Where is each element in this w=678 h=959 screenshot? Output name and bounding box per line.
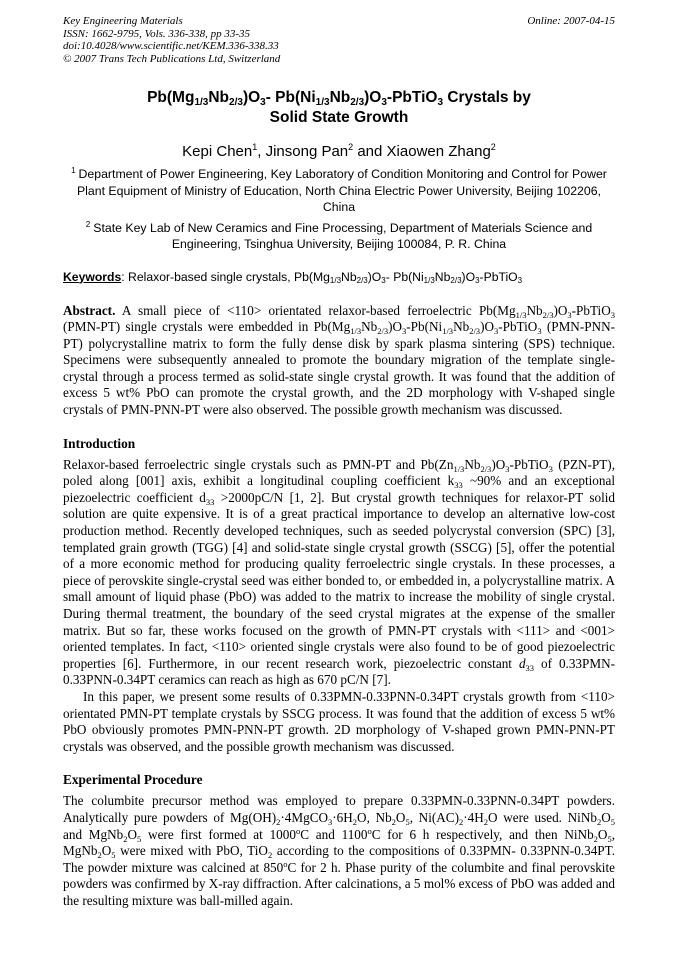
online-date: Online: 2007-04-15 bbox=[527, 15, 615, 27]
author-name: Xiaowen Zhang bbox=[386, 143, 491, 160]
paper-title bbox=[63, 88, 615, 128]
author-list: Kepi Chen$^1$, Jinsong Pan$^2$ and Xiaowen Zhang$^2$ bbox=[182, 142, 496, 160]
introduction-heading: Introduction bbox=[63, 435, 136, 451]
title-line-1: $Pb(Mg_{1/3}Nb_{2/3})O_3-$ $Pb(Ni_{1/3}Nb_{2/3})O_3-PbTiO_3$ Crystals by bbox=[147, 89, 531, 108]
affiliation-text: State Key Lab of New Ceramics and Fine Processing, Department of Materials Science and Engineering, Tsinghua University, Beijing 100084, P. R. China bbox=[93, 220, 593, 251]
title-line-2: Solid State Growth bbox=[269, 109, 409, 126]
paper-page bbox=[63, 15, 615, 910]
affiliation-2 bbox=[63, 220, 615, 253]
author-affil-mark: 1 bbox=[252, 142, 258, 152]
copyright-line: © 2007 Trans Tech Publications Ltd, Switzerland bbox=[63, 52, 281, 65]
keyword-item: Relaxor-based single crystals, bbox=[128, 269, 291, 284]
introduction-paragraph-1: Relaxor-based ferroelectric single crystals such as PMN-PT and $Pb(Zn_{1/3}Nb_{2/3})O_3-PbTiO_3$ (PZN-PT), poled along [001] axis, exhibit a longitudinal coupling coefficient $k_{33}$ ~90% and an exceptional piezoelectric coefficient $d_{33} >2000pC/N$ [1, 2]. But crystal growth techniques for relaxor-PT solid solution are quite expensive. It is of a great practical importance to develop an alternative low-cost production method. Recently developed techniques, such as seeded polycrystal conversion (SPC) [3], templated grain growth (TGG) [4] and solid-state single crystal growth (SSCG) [5], offer the potential of a more economic method for producing quality ferroelectric single crystals. In these processes, a piece of perovskite single-crystal seed was either bonded to, or embedded in, a polycrystalline matrix. A small amount of liquid phase (PbO) was added to the matrix to increase the mobility of single crystal. During thermal treatment, the boundary of the seed crystal migrates at the expense of the smaller matrix. But so far, these works focused on the growth of PMN-PT crystals with <111> and <001> oriented templates. In fact, <110> oriented single crystals were also found to be of good piezoelectric properties [6]. Furthermore, in our recent research work, piezoelectric constant $d_{33}$ of 0.33PMN-0.33PNN-0.34PT ceramics can reach as high as 670 pC/N [7]. bbox=[63, 456, 616, 688]
doi-line: doi:10.4028/www.scientific.net/KEM.336-338.33 bbox=[63, 40, 279, 52]
author-name: Jinsong Pan bbox=[265, 143, 349, 160]
abstract: Abstract. A small piece of <110> orientated relaxor-based ferroelectric $Pb(Mg_{1/3}Nb_{2/3})O_3-PbTiO_3$ (PMN-PT) single crystals were embedded in $Pb(Mg_{1/3}Nb_{2/3})O_3-Pb(Ni_{1/3}Nb_{2/3})O_3-PbTiO_3$ (PMN-PNN-PT) polycrystalline matrix to form the fully dense disk by spark plasma sintering (SPS) technique. Specimens were subsequently annealed to promote the boundary migration of the template single-crystal through a process termed as solid-state single crystal growth. It was found that the addition of excess 5 wt% PbO can promote the crystal growth, and the 2D morphology with V-shaped single crystals of PMN-PNN-PT were also observed. The possible growth mechanism was discussed. bbox=[63, 302, 615, 418]
author-affil-mark: 2 bbox=[348, 142, 354, 152]
experimental-heading: Experimental Procedure bbox=[63, 772, 203, 788]
introduction-paragraph-2: In this paper, we present some results of 0.33PMN-0.33PNN-0.34PT crystals growth from <110> orientated PMN-PT template crystals by SSCG process. It was found that the addition of excess 5 wt% PbO obviously promotes PMN-PNN-PT growth. 2D morphology of V-shaped grown PMN-PNN-PT crystals was observed, and the possible growth mechanism was discussed. bbox=[63, 688, 615, 754]
affiliation-number: 1 bbox=[71, 166, 76, 175]
author-affil-mark: 2 bbox=[490, 142, 496, 152]
journal-header bbox=[63, 15, 615, 65]
affiliation-text: Department of Power Engineering, Key Laboratory of Condition Monitoring and Control for Power Plant Equipment of Ministry of Education, North China Electric Power University, Beijing 102206, China bbox=[76, 167, 607, 214]
author-name: Kepi Chen bbox=[182, 143, 253, 160]
keywords-label: Keywords bbox=[63, 269, 122, 284]
abstract-label: Abstract. bbox=[63, 302, 116, 318]
issn-line: ISSN: 1662-9795, Vols. 336-338, pp 33-35 bbox=[63, 27, 250, 40]
journal-name: Key Engineering Materials bbox=[63, 15, 183, 27]
author-conjunction: and bbox=[357, 143, 383, 160]
affiliation-number: 2 bbox=[85, 219, 91, 229]
keywords: Keywords: Relaxor-based single crystals, $Pb(Mg_{1/3}Nb_{2/3})O_3-$ $Pb(Ni_{1/3}Nb_{2/3})O_3-PbTiO_3$ bbox=[63, 269, 523, 285]
affiliation-1 bbox=[63, 166, 615, 216]
experimental-paragraph-1: The columbite precursor method was employed to prepare 0.33PMN-0.33PNN-0.34PT powders. Analytically pure powders of $Mg(OH)_2\cdot 4MgCO_3\cdot 6H_2O$, $Nb_2O_5$, $Ni(AC)_2\cdot 4H_2O$ were used. $NiNb_2O_5$ and $MgNb_2O_5$ were first formed at 1000$^o$C and 1100$^o$C for 6 h respectively, and then $NiNb_2O_5$, $MgNb_2O_5$ were mixed with PbO, TiO$_2$ according to the compositions of 0.33PMN- 0.33PNN-0.34PT. The powder mixture was calcined at 850$^o$C for 2 h. Phase purity of the columbite and final perovskite powders was confirmed by X-ray diffraction. After calcinations, a 5 mol% excess of PbO was added and the resulting mixture was ball-milled again. bbox=[63, 793, 616, 908]
